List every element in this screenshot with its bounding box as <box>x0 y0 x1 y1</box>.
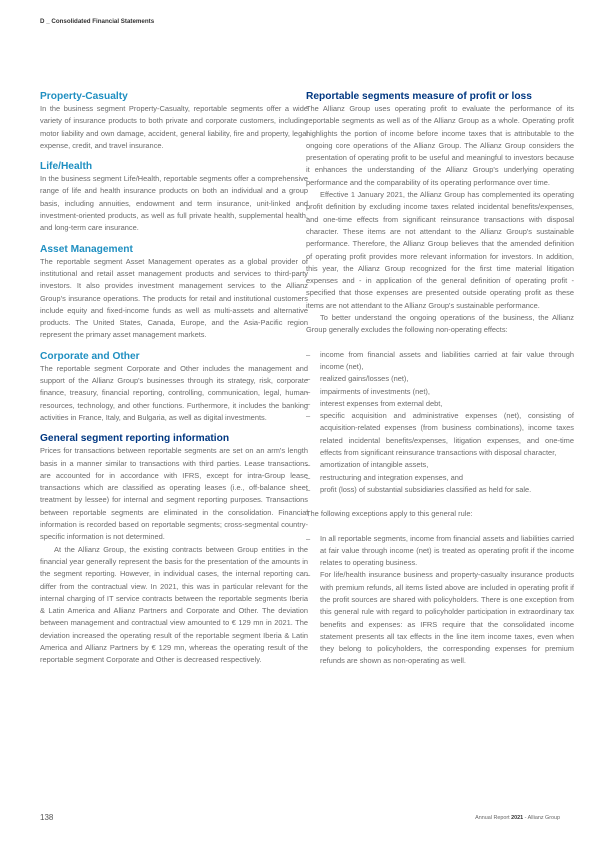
list-item: – restructuring and integration expenses, and <box>306 472 574 484</box>
paragraph: Prices for transactions between reportable segments are set on an arm's length basis in a manner similar to transactions with third parties. Lease transactions are accounted for in accordance with IFRS, except for intra-Group lease transactions which are classified as operating leases (i.e., off-balance sheet treatment by lessee) for internal and segment reporting purposes. Transactions between reportable segments are eliminated in the consolidation. Financial information is recorded based on reportable segments; cross-segmental country-specific information is not determined. <box>40 446 308 542</box>
non-operating-effects-list <box>306 349 574 497</box>
list-item: – interest expenses from external debt, <box>306 398 574 410</box>
paragraph: To better understand the ongoing operations of the business, the Allianz Group generally excludes the following non-operating effects: <box>306 313 574 335</box>
list-item: – income from financial assets and liabilities carried at fair value through income (net), <box>306 349 574 374</box>
section-life-health <box>40 160 308 234</box>
list-item: – specific acquisition and administrative expenses (net), consisting of acquisition-related expenses (from business combinations), income taxes related incidental benefits/expenses, litigation expenses, and one-time effects from significant reinsurance transactions with disposal character, <box>306 410 574 459</box>
paragraph: In the business segment Property-Casualty, reportable segments offer a wide variety of insurance products to both private and corporate customers, including motor liability and own damage, accident, general liability, fire and property, legal expense, credit, and travel insurance. <box>40 104 308 150</box>
section-general-segment-reporting <box>40 432 308 666</box>
right-column <box>306 90 574 668</box>
heading-life-health: Life/Health <box>40 161 93 173</box>
list-item: – profit (loss) of substantial subsidiaries classified as held for sale. <box>306 484 574 496</box>
paragraph: In the business segment Life/Health, reportable segments offer a comprehensive range of life and health insurance products on both an individual and a group basis, including annuities, endowment and term insurance, unit-linked and investment-oriented products, as well as full private health, supplemental health, and long-term care insurance. <box>40 174 308 233</box>
exceptions-list <box>306 533 574 668</box>
page-number: 138 <box>40 813 54 822</box>
paragraph: At the Allianz Group, the existing contracts between Group entities in the financial year generally represent the basis for the presentation of the amounts in the segment reporting. However, in individual cases, the internal reporting can differ from the contractual view. In 2021, this was in particular relevant for the internal charging of IT service contracts between the reportable segments Iberia & Latin America and Allianz Partners and Corporate and Other. The deviation between management and contractual view amounted to € 129 mn in 2021. The deviation increased the operating result of the reportable segment Iberia & Latin America and Allianz Partners by € 129 mn, whereas the operating result of the reportable segment Corporate and Other is decreased respectively. <box>40 544 308 665</box>
running-header: D _ Consolidated Financial Statements <box>40 18 155 25</box>
heading-property-casualty: Property-Casualty <box>40 91 128 102</box>
heading-corporate-other: Corporate and Other <box>40 350 140 362</box>
list-item: – impairments of investments (net), <box>306 386 574 398</box>
heading-asset-management: Asset Management <box>40 243 133 255</box>
heading-measure-profit-loss: Reportable segments measure of profit or loss <box>306 91 532 102</box>
report-year: 2021 <box>511 815 524 821</box>
left-column <box>40 90 308 667</box>
paragraph: The Allianz Group uses operating profit to evaluate the performance of its reportable segments as well as of the Allianz Group as a whole. Operating profit highlights the portion of income before income taxes that is attributable to the ongoing core operations of the Allianz Group. The Allianz Group considers the presentation of operating profit to be useful and meaningful to investors because it enhances the understanding of the Allianz Group's underlying operating performance and the comparability of its operating performance over time. <box>306 104 574 187</box>
section-asset-management <box>40 243 308 342</box>
section-measure-profit-loss <box>306 90 574 668</box>
list-item: – For life/health insurance business and property-casualty insurance products with premium refunds, all items listed above are included in operating profit if the profit sources are shared with policyholders. There is one exception from this general rule with regard to policyholder participation in extraordinary tax benefits and expenses: as IFRS require that the consolidated income statement presents all tax effects in the line item income taxes, even when they belong to policyholders, the corresponding expenses for premium refunds are shown as non-operating as well. <box>306 569 574 667</box>
list-item: – amortization of intangible assets, <box>306 459 574 471</box>
report-footer <box>475 815 560 821</box>
paragraph: Effective 1 January 2021, the Allianz Group has complemented its operating profit definition by excluding income taxes related incidental benefits/expenses, and one-time effects from significant reinsurance transactions with disposal character. These items are not attendant to the Allianz Group's sustainable performance. Therefore, the Allianz Group believes that the amended definition of operating profit provides more relevant information for investors. In addition, this year, the Allianz Group recognized for the first time material litigation expenses and - in application of the general definition of operating profit - specified that those expenses are presented outside operating profit as these items are not attendant to the Allianz Group's sustainable performance. <box>306 190 574 310</box>
report-suffix: - Allianz Group <box>523 815 560 821</box>
section-corporate-other <box>40 350 308 424</box>
heading-general-segment-reporting: General segment reporting information <box>40 433 230 445</box>
exceptions-intro: The following exceptions apply to this general rule: <box>306 509 473 519</box>
paragraph: The reportable segment Corporate and Other includes the management and support of the Allianz Group's businesses through its strategy, risk, corporate finance, treasury, financial reporting, controlling, communication, legal, human resources, technology, and other functions. Furthermore, it includes the banking activities in France, Italy, and Bulgaria, as well as digital investments. <box>40 363 308 422</box>
report-prefix: Annual Report <box>475 815 512 821</box>
list-item: – realized gains/losses (net), <box>306 373 574 385</box>
list-item: – In all reportable segments, income from financial assets and liabilities carried at fair value through income (net) is treated as operating profit if the income relates to operating business. <box>306 533 574 570</box>
section-property-casualty <box>40 90 308 152</box>
paragraph: The reportable segment Asset Management operates as a global provider of institutional and retail asset management products and services to third-party investors. It also provides investment management services to the Allianz Group's insurance operations. The products for retail and institutional customers include equity and fixed-income funds as well as multi-assets and alternative products. The United States, Canada, Europe, and the Asia-Pacific region represent the primary asset management markets. <box>40 256 308 340</box>
